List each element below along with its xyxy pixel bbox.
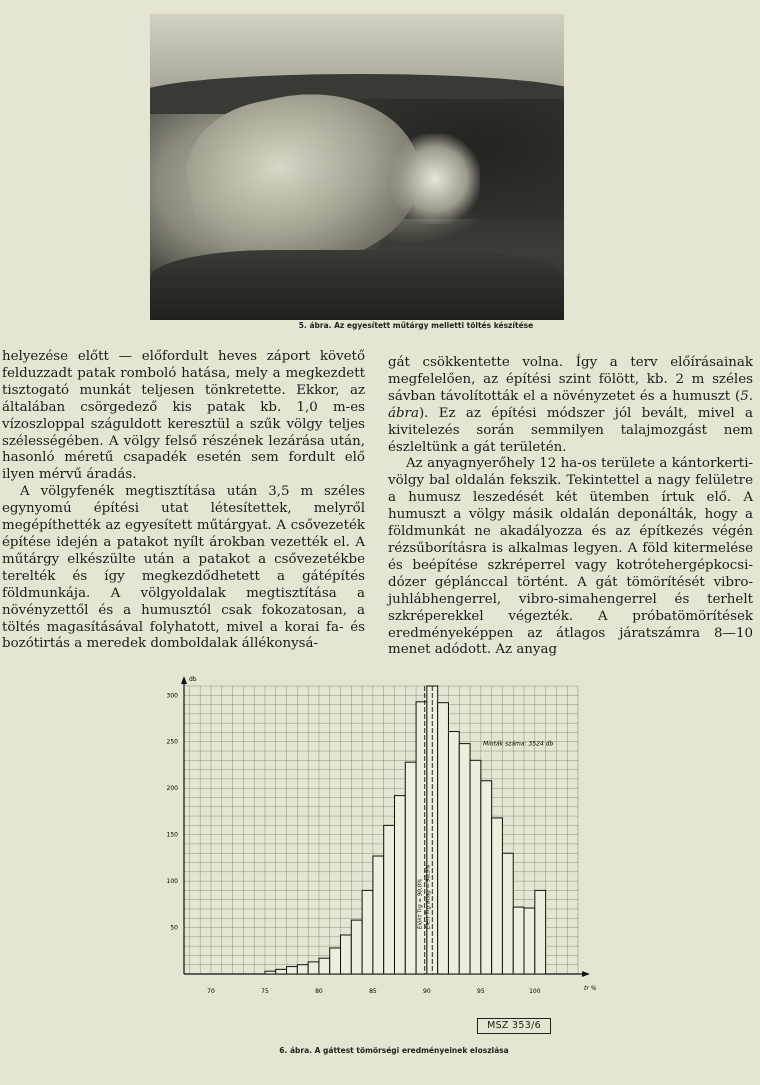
left-paragraph-1: helyezése előtt — előfordult heves záport követő felduzzadt patak romboló hatása, mely a megkezdett tisztogató munkát teljesen tönkretette. Ekkor, az általában csörgedező kis patak kb. 1,0 m-es vízoszloppal száguldott keresztül a szűk völgy teljes szélességében. A völgy felső részének lezárása után, hasonló méretű csapadék esetén sem fordult elő ilyen mérvű áradás. bbox=[2, 349, 365, 483]
x-tick-label: 85 bbox=[369, 988, 377, 995]
histogram-bar bbox=[438, 703, 449, 974]
figure-6-caption: 6. ábra. A gáttest tömörségi eredményeinek eloszlása bbox=[279, 1046, 509, 1055]
histogram-bar bbox=[308, 962, 319, 974]
reference-line-label: Elért Trg átlag = 90,5% bbox=[425, 864, 432, 929]
histogram-bar bbox=[448, 732, 459, 974]
histogram-bar bbox=[405, 762, 416, 974]
histogram-bar bbox=[287, 967, 298, 974]
y-tick-label: 300 bbox=[166, 692, 178, 700]
x-tick-label: 95 bbox=[477, 988, 485, 995]
x-tick-label: 100 bbox=[529, 988, 541, 995]
photo-stream bbox=[390, 134, 480, 224]
histogram-svg bbox=[160, 674, 600, 1012]
y-axis-arrow bbox=[181, 676, 187, 684]
photo-foreground bbox=[150, 250, 564, 320]
histogram-bar bbox=[373, 856, 384, 974]
figure-5-caption: 5. ábra. Az egyesített műtárgy melletti töltés készítése bbox=[298, 321, 534, 330]
histogram-bar bbox=[330, 948, 341, 974]
y-tick-label: 100 bbox=[166, 878, 178, 886]
histogram-bar bbox=[351, 920, 362, 974]
y-axis-label: db bbox=[189, 676, 197, 683]
histogram-bar bbox=[297, 965, 308, 974]
left-column bbox=[2, 349, 365, 653]
histogram-bar bbox=[265, 971, 276, 974]
x-tick-label: 80 bbox=[315, 988, 323, 995]
histogram-bar bbox=[513, 907, 524, 974]
sample-count-annotation: Minták száma: 3524 db bbox=[483, 740, 554, 748]
histogram-bar bbox=[535, 890, 546, 974]
histogram-bar bbox=[362, 890, 373, 974]
histogram-bar bbox=[341, 935, 352, 974]
histogram-bar bbox=[416, 702, 427, 974]
y-tick-label: 250 bbox=[166, 738, 178, 746]
histogram-bar bbox=[524, 908, 535, 974]
histogram-bar bbox=[319, 958, 330, 974]
left-paragraph-2: A völgyfenék megtisztítása után 3,5 m széles egynyomú építési utat létesítettek, melyről megépíthették az egyesített műtárgyat. A csővezeték építése idején a patakot nyílt árokban vezették el. A műtárgy elkészülte után a patakot a csővezetékbe terelték és így megkezdődhetett a gátépítés földmunkája. A völgyoldalak megtisztítása a növényzettől és a humusztól csak fokozatosan, a töltés magasításával folyhatott, mivel a korai fa- és bozótirtás a meredek domboldalak állékonysá- bbox=[2, 484, 365, 652]
x-tick-label: 70 bbox=[207, 988, 215, 995]
right-paragraph-1: gát csökkentette volna. Így a terv előírásainak megfelelően, az építési szint fölött, kb. 2 m széles sávban távolították el a növényzetet és a humuszt (5. ábra). Ez az építési módszer jól bevált, mivel a kivitelezés során semmilyen talajmozgást nem észleltünk a gát területén. bbox=[388, 355, 753, 455]
x-tick-label: 90 bbox=[423, 988, 431, 995]
figure-5-photo bbox=[150, 14, 564, 320]
x-tick-label: 75 bbox=[261, 988, 269, 995]
standard-code: MSZ 353/6 bbox=[477, 1018, 551, 1034]
y-tick-label: 150 bbox=[166, 831, 178, 839]
histogram-bar bbox=[502, 853, 513, 974]
y-tick-label: 50 bbox=[170, 924, 178, 932]
right-paragraph-2: Az anyagnyerőhely 12 ha-os területe a kántorkerti-völgy bal oldalán fekszik. Tekintettel a nagy felületre a humusz leszedését két ütemben írtuk elő. A humuszt a völgy másik oldalán deponálták, hogy a földmunkát ne akadályozza és az építkezés végén rézsűborításra is alkalmas legyen. A föld kitermelése és beépítése szkréperrel vagy kotrótehergépkocsi-dózer géplánccal történt. A gát tömörítését vibro-juhlábhengerrel, vibro-simahengerrel és terhelt szkréperekkel végezték. A próbatömörítések eredményeképpen az átlagos járatszámra 8—10 menet adódott. Az anyag bbox=[388, 456, 753, 658]
figure-6-histogram bbox=[160, 674, 600, 1012]
histogram-bar bbox=[470, 760, 481, 974]
reference-line-label: Előírt Trg = 90,0% bbox=[417, 878, 424, 929]
figure-reference: 5. ábra bbox=[388, 388, 753, 421]
histogram-bar bbox=[384, 825, 395, 974]
histogram-bar bbox=[459, 744, 470, 974]
histogram-bar bbox=[492, 818, 503, 974]
x-axis-label: tr % bbox=[584, 985, 597, 992]
histogram-bar bbox=[394, 796, 405, 974]
x-axis-arrow bbox=[582, 971, 590, 977]
histogram-bar bbox=[481, 781, 492, 974]
y-tick-label: 200 bbox=[166, 785, 178, 793]
histogram-bar bbox=[276, 969, 287, 974]
right-column bbox=[388, 355, 753, 659]
